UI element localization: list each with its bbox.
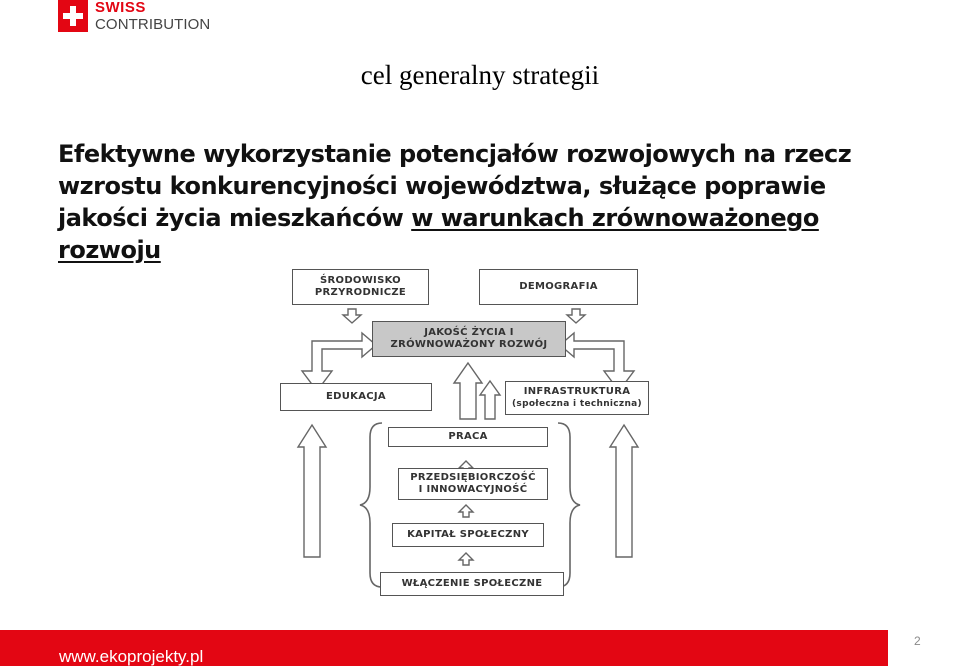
strategy-goal-text [58,138,908,266]
infra-label: INFRASTRUKTURA [523,386,631,397]
footer-url[interactable]: www.ekoprojekty.pl [59,647,204,666]
arrow-env-down [343,309,361,323]
box-entrepreneurship [398,468,548,500]
strategy-diagram [262,263,674,613]
logo-contribution-text: CONTRIBUTION [95,16,211,33]
goal-text-plain: Efektywne wykorzystanie potencjałów rozwojowych na rzecz wzrostu konkurencyjności województwa, służące poprawie jakości życia mieszkańców [58,140,852,232]
page-number-badge [888,626,960,666]
arrow-center-up-right [480,381,500,419]
box-infrastructure [505,381,649,415]
brace-right [558,423,580,587]
infra-sublabel: (społeczna i techniczna) [512,399,642,409]
arrow-center-up-left [454,363,482,419]
page-number: 2 [914,634,921,648]
goal-text-underlined: w warunkach zrównoważonego rozwoju [58,204,819,264]
brace-left [360,423,382,587]
entre-line-2: I INNOWACYJNOŚĆ [418,484,528,495]
arrow-demo-down [567,309,585,323]
box-education [280,383,432,411]
swiss-contribution-logo [58,0,211,36]
logo-swiss-text: SWISS [95,0,146,16]
box-work [388,427,548,447]
entre-line-1: PRZEDSIĘBIORCZOŚĆ [410,472,536,483]
env-line-2: PRZYRODNICZE [314,287,407,298]
arrow-right-tall [610,425,638,557]
capital-label: KAPITAŁ SPOŁECZNY [407,529,529,540]
box-social-capital [392,523,544,547]
env-line-1: ŚRODOWISKO [320,275,401,286]
box-environment [292,269,429,305]
demo-label: DEMOGRAFIA [519,281,598,292]
swiss-cross-icon [58,0,88,32]
footer-bar [0,630,960,666]
slide-title: cel generalny strategii [360,60,600,90]
box-social-inclusion [380,572,564,596]
center-line-1: JAKOŚĆ ŻYCIA I [424,327,514,338]
box-quality-of-life [372,321,566,357]
edu-label: EDUKACJA [326,391,386,402]
box-demography [479,269,638,305]
inclusion-label: WŁĄCZENIE SPOŁECZNE [401,578,543,589]
arrow-up-3 [459,553,473,565]
work-label: PRACA [448,431,488,442]
center-line-2: ZRÓWNOWAŻONY ROZWÓJ [390,339,548,350]
arrow-up-2 [459,505,473,517]
arrow-left-tall [298,425,326,557]
